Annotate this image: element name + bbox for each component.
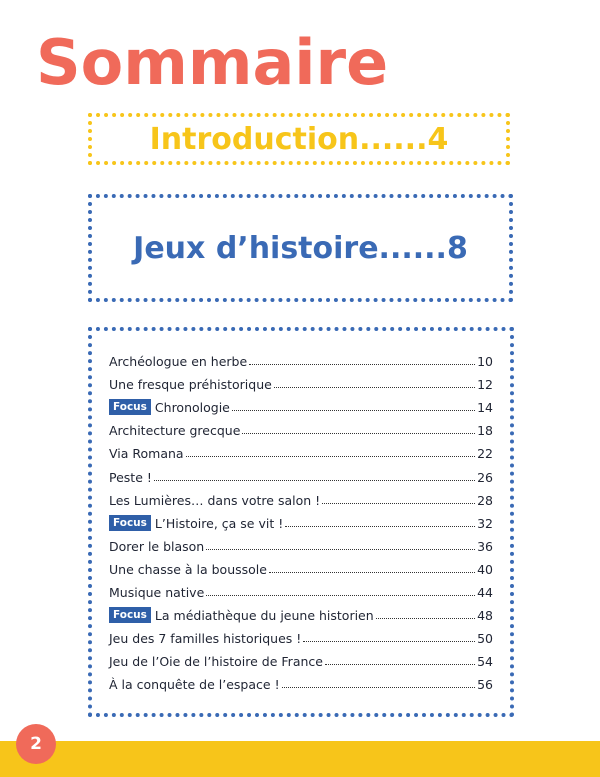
toc-entry[interactable] (109, 485, 493, 508)
jeux-histoire-box (88, 194, 513, 302)
toc-dot-leader (376, 617, 475, 619)
toc-entry-label: L’Histoire, ça se vit ! (154, 515, 284, 531)
toc-entry[interactable] (109, 438, 493, 461)
page-number-badge: 2 (16, 724, 56, 764)
toc-entry-page: 26 (477, 469, 493, 485)
toc-entry-label: Peste ! (109, 469, 152, 485)
toc-entry-page: 14 (477, 400, 493, 416)
toc-entry[interactable] (109, 577, 493, 600)
toc-dot-leader (232, 409, 475, 411)
introduction-entry[interactable]: Introduction......4 (149, 121, 449, 157)
toc-dot-leader (274, 386, 475, 388)
toc-entry[interactable] (109, 600, 493, 623)
toc-dot-leader (249, 363, 475, 365)
toc-entry-page: 28 (477, 492, 493, 508)
toc-entry[interactable] (109, 554, 493, 577)
introduction-box (88, 113, 510, 165)
toc-entry-label: Les Lumières… dans votre salon ! (109, 492, 321, 508)
toc-dot-leader (206, 594, 475, 596)
toc-entry-label: Musique native (109, 585, 205, 601)
toc-dot-leader (206, 548, 475, 550)
toc-dot-leader (285, 525, 475, 527)
toc-entry-label: Architecture grecque (109, 423, 241, 439)
toc-entry-label: À la conquête de l’espace ! (109, 677, 280, 693)
table-of-contents (88, 327, 514, 717)
toc-dot-leader (242, 432, 475, 434)
toc-entry[interactable] (109, 508, 493, 531)
toc-dot-leader (154, 479, 475, 481)
toc-entry-label: Une chasse à la boussole (109, 561, 267, 577)
toc-entry[interactable] (109, 646, 493, 669)
toc-entry[interactable] (109, 392, 493, 415)
toc-entry-label: Via Romana (109, 446, 184, 462)
toc-entry[interactable] (109, 369, 493, 392)
focus-badge: Focus (109, 607, 151, 623)
toc-entry-page: 12 (477, 377, 493, 393)
toc-entry[interactable] (109, 669, 493, 692)
toc-entry-label: La médiathèque du jeune historien (154, 608, 374, 624)
toc-entry-page: 40 (477, 561, 493, 577)
toc-dot-leader (325, 663, 475, 665)
toc-entry[interactable] (109, 415, 493, 438)
toc-entry-page: 56 (477, 677, 493, 693)
toc-dot-leader (322, 502, 475, 504)
toc-entry-page: 48 (477, 608, 493, 624)
toc-entry-page: 54 (477, 654, 493, 670)
toc-entry[interactable] (109, 346, 493, 369)
page-title: Sommaire (36, 26, 389, 99)
toc-entry[interactable] (109, 461, 493, 484)
toc-entry-page: 50 (477, 631, 493, 647)
toc-dot-leader (282, 686, 475, 688)
toc-entry-page: 10 (477, 354, 493, 370)
toc-dot-leader (303, 640, 475, 642)
toc-entry-page: 36 (477, 538, 493, 554)
toc-entry-label: Une fresque préhistorique (109, 377, 272, 393)
toc-entry-label: Jeu des 7 familles historiques ! (109, 631, 302, 647)
toc-dot-leader (269, 571, 475, 573)
focus-badge: Focus (109, 399, 151, 415)
toc-entry-label: Dorer le blason (109, 538, 205, 554)
focus-badge: Focus (109, 515, 151, 531)
toc-list (109, 346, 493, 692)
jeux-histoire-entry[interactable]: Jeux d’histoire......8 (133, 230, 468, 266)
toc-entry-page: 18 (477, 423, 493, 439)
footer-bar (0, 741, 600, 777)
toc-entry-page: 44 (477, 585, 493, 601)
toc-entry-label: Chronologie (154, 400, 230, 416)
toc-entry-page: 22 (477, 446, 493, 462)
toc-entry-label: Jeu de l’Oie de l’histoire de France (109, 654, 323, 670)
toc-dot-leader (186, 455, 475, 457)
toc-entry-page: 32 (477, 515, 493, 531)
toc-entry-label: Archéologue en herbe (109, 354, 248, 370)
toc-entry[interactable] (109, 531, 493, 554)
toc-entry[interactable] (109, 623, 493, 646)
